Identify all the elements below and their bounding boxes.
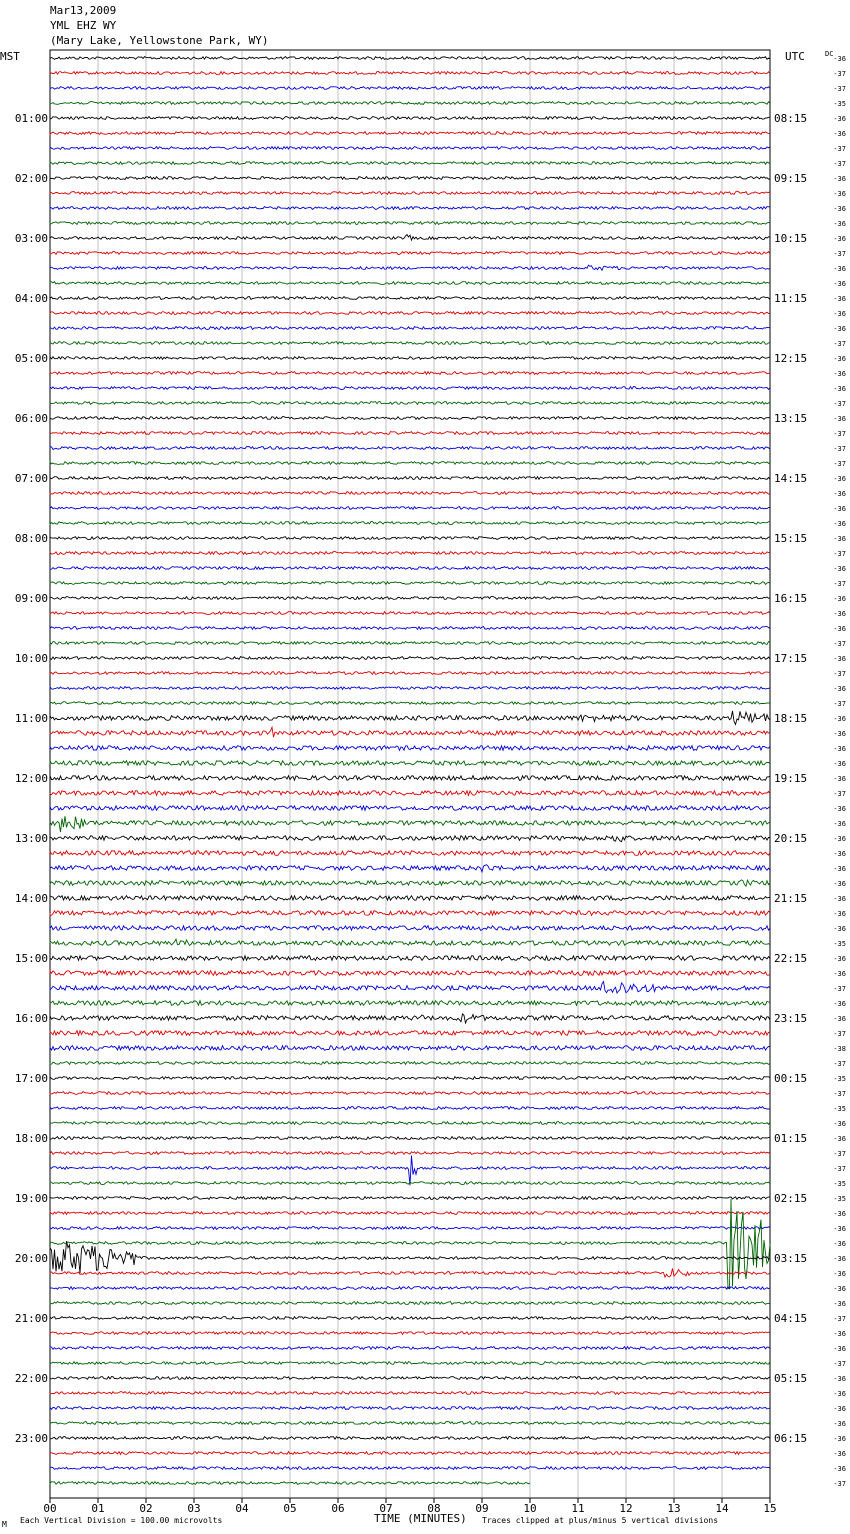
trace-64 bbox=[50, 1014, 770, 1023]
trace-38 bbox=[50, 627, 770, 630]
trace-6 bbox=[50, 147, 770, 150]
dc-offset-label: -36 bbox=[833, 415, 846, 423]
dc-offset-label: -35 bbox=[833, 100, 846, 108]
mst-hour-label: 15:00 bbox=[14, 952, 48, 965]
dc-offset-label: -36 bbox=[833, 295, 846, 303]
station-label: YML EHZ WY bbox=[50, 19, 117, 32]
dc-offset-label: -36 bbox=[833, 880, 846, 888]
dc-offset-label: -37 bbox=[833, 160, 846, 168]
dc-offset-label: -37 bbox=[833, 445, 846, 453]
mst-hour-label: 03:00 bbox=[14, 232, 48, 245]
dc-offset-label: -37 bbox=[833, 1150, 846, 1158]
trace-71 bbox=[50, 1122, 770, 1125]
utc-hour-label: 05:15 bbox=[774, 1372, 808, 1385]
dc-offset-label: -36 bbox=[833, 1405, 846, 1413]
trace-46 bbox=[50, 746, 770, 751]
trace-30 bbox=[50, 507, 770, 510]
dc-offset-label: -37 bbox=[833, 145, 846, 153]
trace-45 bbox=[50, 727, 770, 737]
trace-16 bbox=[50, 297, 770, 300]
dc-offset-label: -36 bbox=[833, 1210, 846, 1218]
utc-hour-label: 20:15 bbox=[774, 832, 808, 845]
trace-56 bbox=[50, 896, 770, 901]
dc-offset-label: -38 bbox=[833, 1045, 846, 1053]
trace-59 bbox=[50, 939, 770, 945]
dc-offset-label: -36 bbox=[833, 955, 846, 963]
x-tick-label: 10 bbox=[523, 1502, 537, 1515]
dc-offset-label: -36 bbox=[833, 505, 846, 513]
location-label: (Mary Lake, Yellowstone Park, WY) bbox=[50, 34, 269, 47]
dc-offset-label: -36 bbox=[833, 1375, 846, 1383]
dc-offset-label: -36 bbox=[833, 970, 846, 978]
dc-offset-label: -36 bbox=[833, 835, 846, 843]
right-axis-title: UTC bbox=[785, 50, 805, 63]
dc-offset-label: -36 bbox=[833, 715, 846, 723]
trace-57 bbox=[50, 911, 770, 916]
trace-0 bbox=[50, 57, 770, 60]
trace-65 bbox=[50, 1031, 770, 1036]
trace-18 bbox=[50, 327, 770, 330]
mst-hour-label: 17:00 bbox=[14, 1072, 48, 1085]
utc-hour-label: 08:15 bbox=[774, 112, 808, 125]
x-tick-label: 12 bbox=[619, 1502, 633, 1515]
traces bbox=[50, 57, 770, 1485]
dc-offset-label: -37 bbox=[833, 1360, 846, 1368]
trace-19 bbox=[50, 342, 770, 345]
mst-hour-label: 18:00 bbox=[14, 1132, 48, 1145]
dc-offset-label: -36 bbox=[833, 385, 846, 393]
dc-offset-label: -36 bbox=[833, 1465, 846, 1473]
dc-offset-label: -36 bbox=[833, 805, 846, 813]
dc-offset-label: -36 bbox=[833, 55, 846, 63]
grid bbox=[50, 50, 770, 1503]
trace-39 bbox=[50, 642, 770, 645]
trace-92 bbox=[50, 1437, 770, 1440]
dc-offset-label: -36 bbox=[833, 685, 846, 693]
utc-hour-label: 19:15 bbox=[774, 772, 808, 785]
trace-84 bbox=[50, 1317, 770, 1320]
dc-offset-label: -35 bbox=[833, 940, 846, 948]
date-label: Mar13,2009 bbox=[50, 4, 117, 17]
dc-offset-label: -36 bbox=[833, 130, 846, 138]
x-tick-label: 13 bbox=[667, 1502, 681, 1515]
trace-4 bbox=[50, 117, 770, 120]
x-tick-label: 00 bbox=[43, 1502, 57, 1515]
trace-35 bbox=[50, 582, 770, 585]
trace-82 bbox=[50, 1287, 770, 1290]
dc-offset-label: -36 bbox=[833, 535, 846, 543]
mst-hour-label: 22:00 bbox=[14, 1372, 48, 1385]
dc-offset-label: -37 bbox=[833, 400, 846, 408]
trace-85 bbox=[50, 1332, 770, 1335]
trace-28 bbox=[50, 477, 770, 480]
dc-offset-label: -37 bbox=[833, 1480, 846, 1488]
dc-offset-label: -36 bbox=[833, 730, 846, 738]
trace-74 bbox=[50, 1156, 770, 1186]
trace-9 bbox=[50, 191, 770, 194]
utc-hour-label: 01:15 bbox=[774, 1132, 808, 1145]
dc-offset-label: -37 bbox=[833, 985, 846, 993]
trace-72 bbox=[50, 1137, 770, 1140]
dc-offset-label: -36 bbox=[833, 1435, 846, 1443]
dc-offset-label: -36 bbox=[833, 655, 846, 663]
utc-hour-label: 00:15 bbox=[774, 1072, 808, 1085]
dc-offset-label: -36 bbox=[833, 220, 846, 228]
dc-offset-label: -36 bbox=[833, 265, 846, 273]
scale-note: Each Vertical Division = 100.00 microvolts bbox=[20, 1516, 223, 1525]
x-tick-label: 07 bbox=[379, 1502, 393, 1515]
trace-13 bbox=[50, 252, 770, 255]
dc-offset-label: -36 bbox=[833, 310, 846, 318]
trace-48 bbox=[50, 776, 770, 781]
mst-hour-label: 04:00 bbox=[14, 292, 48, 305]
utc-hour-label: 14:15 bbox=[774, 472, 808, 485]
trace-34 bbox=[50, 567, 770, 570]
x-tick-label: 09 bbox=[475, 1502, 489, 1515]
trace-44 bbox=[50, 711, 770, 725]
dc-offset-label: -36 bbox=[833, 205, 846, 213]
trace-3 bbox=[50, 102, 770, 105]
dc-offset-label: -36 bbox=[833, 1240, 846, 1248]
trace-21 bbox=[50, 372, 770, 375]
dc-offset-label: -37 bbox=[833, 430, 846, 438]
mst-hour-label: 11:00 bbox=[14, 712, 48, 725]
dc-offset-label: -36 bbox=[833, 925, 846, 933]
dc-offset-label: -36 bbox=[833, 325, 846, 333]
trace-70 bbox=[50, 1107, 770, 1110]
dc-offset-label: -37 bbox=[833, 1315, 846, 1323]
utc-hour-label: 09:15 bbox=[774, 172, 808, 185]
utc-hour-label: 02:15 bbox=[774, 1192, 808, 1205]
utc-hour-label: 06:15 bbox=[774, 1432, 808, 1445]
dc-offset-label: -37 bbox=[833, 790, 846, 798]
mst-hour-label: 19:00 bbox=[14, 1192, 48, 1205]
dc-offset-label: -36 bbox=[833, 865, 846, 873]
dc-offset-label: -36 bbox=[833, 190, 846, 198]
dc-offset-label: -37 bbox=[833, 70, 846, 78]
utc-hour-label: 16:15 bbox=[774, 592, 808, 605]
trace-12 bbox=[50, 235, 770, 241]
dc-offset-label: -36 bbox=[833, 1000, 846, 1008]
dc-offset-label: -36 bbox=[833, 475, 846, 483]
x-tick-label: 02 bbox=[139, 1502, 153, 1515]
x-tick-label: 05 bbox=[283, 1502, 297, 1515]
dc-offset-label: -37 bbox=[833, 1165, 846, 1173]
utc-hour-label: 23:15 bbox=[774, 1012, 808, 1025]
trace-54 bbox=[50, 865, 770, 872]
dc-offset-label: -36 bbox=[833, 610, 846, 618]
dc-offset-label: -36 bbox=[833, 1225, 846, 1233]
trace-37 bbox=[50, 612, 770, 615]
dc-offset-label: -36 bbox=[833, 1300, 846, 1308]
dc-offset-label: -35 bbox=[833, 1195, 846, 1203]
trace-79 bbox=[50, 1199, 770, 1289]
trace-11 bbox=[50, 222, 770, 225]
trace-51 bbox=[50, 816, 770, 832]
mst-hour-label: 01:00 bbox=[14, 112, 48, 125]
trace-14 bbox=[50, 265, 770, 270]
trace-23 bbox=[50, 402, 770, 405]
trace-22 bbox=[50, 387, 770, 390]
x-axis-title: TIME (MINUTES) bbox=[374, 1512, 467, 1525]
trace-61 bbox=[50, 971, 770, 976]
dc-offset-label: -36 bbox=[833, 565, 846, 573]
dc-offset-label: -35 bbox=[833, 1075, 846, 1083]
trace-1 bbox=[50, 72, 770, 75]
x-tick-label: 15 bbox=[763, 1502, 777, 1515]
trace-93 bbox=[50, 1452, 770, 1455]
trace-7 bbox=[50, 162, 770, 165]
trace-76 bbox=[50, 1197, 770, 1200]
trace-87 bbox=[50, 1362, 770, 1365]
dc-offset-label: -37 bbox=[833, 550, 846, 558]
trace-67 bbox=[50, 1062, 770, 1065]
dc-offset-label: -37 bbox=[833, 340, 846, 348]
trace-5 bbox=[50, 132, 770, 135]
labels bbox=[0, 50, 846, 1529]
trace-91 bbox=[50, 1422, 770, 1425]
dc-offset-label: -36 bbox=[833, 850, 846, 858]
trace-69 bbox=[50, 1092, 770, 1095]
trace-63 bbox=[50, 1001, 770, 1006]
left-axis-title: MST bbox=[0, 50, 20, 63]
utc-hour-label: 18:15 bbox=[774, 712, 808, 725]
utc-hour-label: 17:15 bbox=[774, 652, 808, 665]
mst-hour-label: 12:00 bbox=[14, 772, 48, 785]
dc-offset-label: -36 bbox=[833, 520, 846, 528]
trace-25 bbox=[50, 432, 770, 435]
trace-77 bbox=[50, 1212, 770, 1215]
trace-41 bbox=[50, 672, 770, 675]
dc-offset-label: -36 bbox=[833, 280, 846, 288]
trace-17 bbox=[50, 312, 770, 315]
trace-52 bbox=[50, 836, 770, 842]
trace-66 bbox=[50, 1046, 770, 1051]
trace-8 bbox=[50, 177, 770, 180]
x-tick-label: 08 bbox=[427, 1502, 441, 1515]
trace-73 bbox=[50, 1152, 770, 1155]
trace-40 bbox=[50, 657, 770, 660]
trace-24 bbox=[50, 417, 770, 420]
trace-81 bbox=[50, 1268, 770, 1277]
x-tick-label: 06 bbox=[331, 1502, 345, 1515]
dc-offset-label: -36 bbox=[833, 760, 846, 768]
dc-offset-label: -36 bbox=[833, 1255, 846, 1263]
trace-88 bbox=[50, 1377, 770, 1380]
dc-offset-label: -37 bbox=[833, 670, 846, 678]
trace-78 bbox=[50, 1227, 770, 1230]
trace-62 bbox=[50, 982, 770, 993]
trace-47 bbox=[50, 761, 770, 766]
dc-offset-label: -36 bbox=[833, 1270, 846, 1278]
dc-title: DC bbox=[825, 50, 834, 58]
x-tick-label: 03 bbox=[187, 1502, 201, 1515]
utc-hour-label: 15:15 bbox=[774, 532, 808, 545]
dc-offset-label: -36 bbox=[833, 895, 846, 903]
utc-hour-label: 11:15 bbox=[774, 292, 808, 305]
dc-offset-label: -36 bbox=[833, 820, 846, 828]
trace-32 bbox=[50, 537, 770, 540]
dc-offset-label: -36 bbox=[833, 1285, 846, 1293]
utc-hour-label: 10:15 bbox=[774, 232, 808, 245]
dc-offset-label: -36 bbox=[833, 115, 846, 123]
mst-hour-label: 13:00 bbox=[14, 832, 48, 845]
trace-80 bbox=[50, 1241, 770, 1273]
utc-hour-label: 21:15 bbox=[774, 892, 808, 905]
dc-offset-label: -35 bbox=[833, 1105, 846, 1113]
trace-15 bbox=[50, 282, 770, 285]
dc-offset-label: -36 bbox=[833, 1015, 846, 1023]
mst-hour-label: 07:00 bbox=[14, 472, 48, 485]
dc-offset-label: -36 bbox=[833, 1330, 846, 1338]
trace-10 bbox=[50, 207, 770, 210]
dc-offset-label: -36 bbox=[833, 910, 846, 918]
trace-53 bbox=[50, 851, 770, 856]
x-tick-label: 04 bbox=[235, 1502, 249, 1515]
dc-offset-label: -37 bbox=[833, 700, 846, 708]
trace-2 bbox=[50, 87, 770, 90]
dc-offset-label: -36 bbox=[833, 595, 846, 603]
x-tick-label: 01 bbox=[91, 1502, 105, 1515]
trace-50 bbox=[50, 806, 770, 811]
trace-29 bbox=[50, 492, 770, 495]
mst-hour-label: 06:00 bbox=[14, 412, 48, 425]
mst-hour-label: 14:00 bbox=[14, 892, 48, 905]
dc-offset-label: -36 bbox=[833, 370, 846, 378]
utc-hour-label: 12:15 bbox=[774, 352, 808, 365]
dc-offset-label: -36 bbox=[833, 1345, 846, 1353]
mst-hour-label: 20:00 bbox=[14, 1252, 48, 1265]
utc-hour-label: 22:15 bbox=[774, 952, 808, 965]
trace-36 bbox=[50, 597, 770, 600]
trace-26 bbox=[50, 447, 770, 450]
dc-offset-label: -37 bbox=[833, 1060, 846, 1068]
dc-offset-label: -36 bbox=[833, 235, 846, 243]
dc-offset-label: -37 bbox=[833, 85, 846, 93]
dc-offset-label: -36 bbox=[833, 775, 846, 783]
trace-42 bbox=[50, 687, 770, 690]
mst-hour-label: 16:00 bbox=[14, 1012, 48, 1025]
trace-86 bbox=[50, 1347, 770, 1350]
dc-offset-label: -36 bbox=[833, 1450, 846, 1458]
trace-33 bbox=[50, 552, 770, 555]
dc-offset-label: -35 bbox=[833, 1180, 846, 1188]
clip-note: Traces clipped at plus/minus 5 vertical divisions bbox=[482, 1516, 719, 1525]
dc-offset-label: -36 bbox=[833, 1135, 846, 1143]
mst-hour-label: 21:00 bbox=[14, 1312, 48, 1325]
dc-offset-label: -37 bbox=[833, 1030, 846, 1038]
dc-offset-label: -36 bbox=[833, 490, 846, 498]
dc-offset-label: -37 bbox=[833, 580, 846, 588]
trace-90 bbox=[50, 1407, 770, 1410]
x-tick-label: 11 bbox=[571, 1502, 585, 1515]
trace-83 bbox=[50, 1302, 770, 1305]
mst-hour-label: 10:00 bbox=[14, 652, 48, 665]
dc-offset-label: -37 bbox=[833, 460, 846, 468]
dc-offset-label: -36 bbox=[833, 745, 846, 753]
trace-27 bbox=[50, 462, 770, 465]
utc-hour-label: 13:15 bbox=[774, 412, 808, 425]
trace-58 bbox=[50, 926, 770, 931]
trace-89 bbox=[50, 1392, 770, 1395]
trace-68 bbox=[50, 1077, 770, 1080]
trace-60 bbox=[50, 956, 770, 961]
dc-offset-label: -36 bbox=[833, 1120, 846, 1128]
mst-hour-label: 23:00 bbox=[14, 1432, 48, 1445]
x-tick-label: 14 bbox=[715, 1502, 729, 1515]
corner-mark: M bbox=[2, 1520, 7, 1529]
dc-offset-label: -37 bbox=[833, 1090, 846, 1098]
trace-20 bbox=[50, 357, 770, 360]
dc-offset-label: -36 bbox=[833, 1420, 846, 1428]
trace-55 bbox=[50, 880, 770, 886]
dc-offset-label: -36 bbox=[833, 1390, 846, 1398]
dc-offset-label: -36 bbox=[833, 625, 846, 633]
dc-offset-label: -36 bbox=[833, 355, 846, 363]
dc-offset-label: -37 bbox=[833, 640, 846, 648]
trace-43 bbox=[50, 702, 770, 705]
utc-hour-label: 03:15 bbox=[774, 1252, 808, 1265]
mst-hour-label: 09:00 bbox=[14, 592, 48, 605]
trace-94 bbox=[50, 1467, 770, 1470]
trace-31 bbox=[50, 522, 770, 525]
mst-hour-label: 05:00 bbox=[14, 352, 48, 365]
trace-49 bbox=[50, 791, 770, 796]
dc-offset-label: -37 bbox=[833, 250, 846, 258]
dc-offset-label: -36 bbox=[833, 175, 846, 183]
mst-hour-label: 02:00 bbox=[14, 172, 48, 185]
utc-hour-label: 04:15 bbox=[774, 1312, 808, 1325]
mst-hour-label: 08:00 bbox=[14, 532, 48, 545]
